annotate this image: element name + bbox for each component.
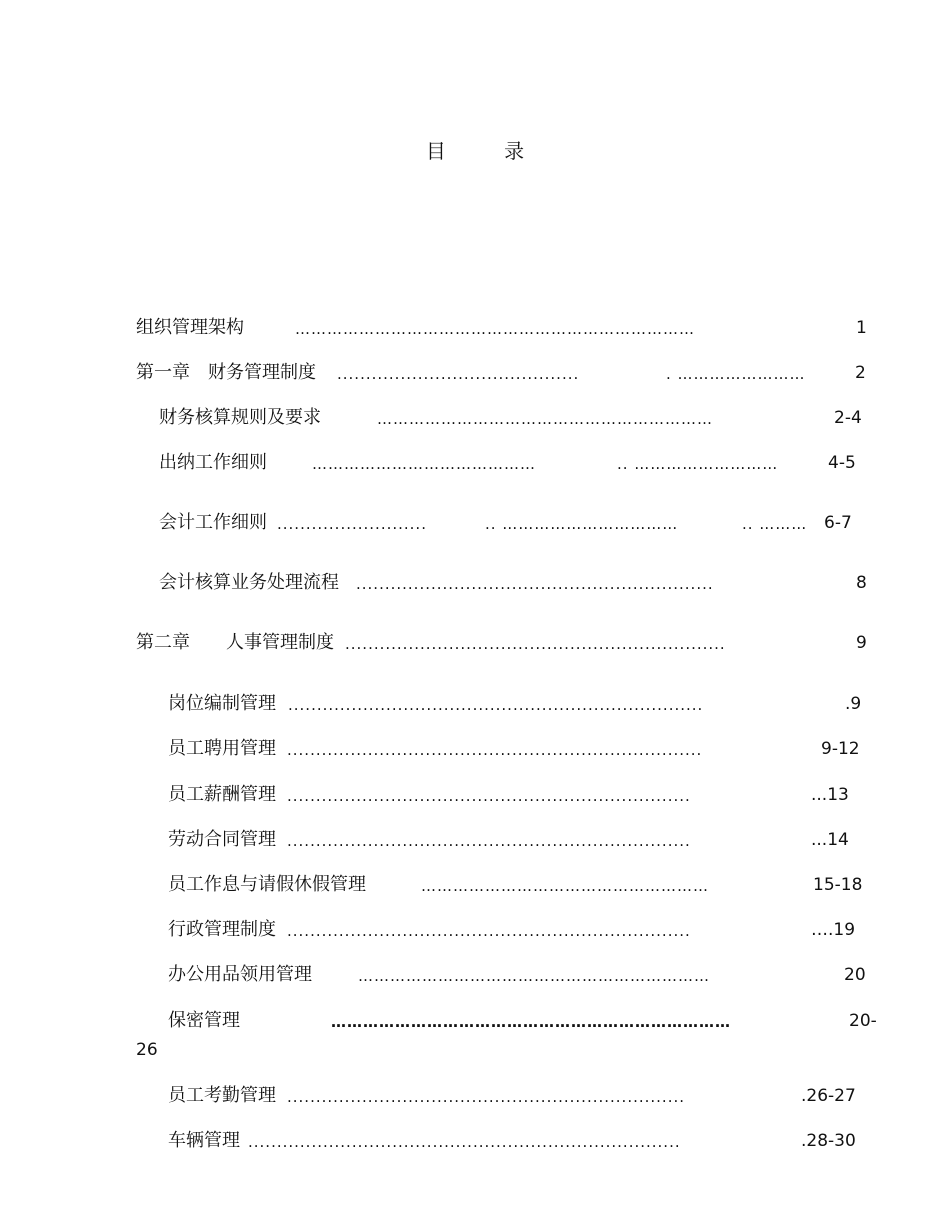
toc-entry-title: 岗位编制管理 [168, 693, 276, 714]
toc-entry-page-continued: 26 [136, 1040, 158, 1060]
toc-leader-dots: ………………………………………………………… [358, 967, 710, 985]
toc-entry-title: 组织管理架构 [136, 317, 244, 338]
toc-entry-title: 办公用品领用管理 [168, 964, 312, 985]
toc-leader-dots: ……………………………………………………… [377, 410, 713, 428]
toc-leader-dots: ........................................................................ [288, 696, 704, 714]
toc-leader-dots: ...................................................................... [287, 832, 691, 850]
toc-entry-title: 员工考勤管理 [168, 1085, 276, 1106]
toc-entry-page: .28-30 [801, 1131, 856, 1151]
toc-title: 目 录 [425, 139, 551, 163]
toc-entry-title: 保密管理 [168, 1010, 240, 1031]
toc-entry-page: 20 [844, 965, 866, 985]
toc-entry-page: ….19 [811, 920, 856, 940]
toc-entry-title: 财务核算规则及要求 [159, 407, 321, 428]
toc-leader-dots: .......................................... [337, 365, 580, 383]
toc-entry-page: ...13 [811, 785, 849, 805]
toc-leader-dots: ..................................................................... [287, 1088, 685, 1106]
toc-leader-dots: ………………………………………………………………… [331, 1013, 731, 1031]
toc-entry-page: ...14 [811, 830, 849, 850]
toc-entry-page: 4-5 [828, 453, 856, 473]
toc-entry-title: 第二章 人事管理制度 [136, 632, 334, 653]
toc-entry-page: 8 [856, 573, 867, 593]
toc-entry-page: 9 [856, 633, 867, 653]
toc-entry-title: 行政管理制度 [168, 919, 276, 940]
toc-leader-dots: .. …………………………… [485, 515, 679, 533]
toc-leader-dots: .................................................................. [345, 635, 726, 653]
toc-leader-dots: …………………………………… [312, 455, 536, 473]
toc-entry-title: 员工作息与请假休假管理 [168, 874, 366, 895]
toc-entry-title: 员工薪酬管理 [168, 784, 276, 805]
toc-entry-title: 第一章 财务管理制度 [136, 362, 316, 383]
toc-entry-title: 劳动合同管理 [168, 829, 276, 850]
toc-entry-page: 20- [849, 1011, 877, 1031]
toc-entry-page: 15-18 [813, 875, 863, 895]
toc-entry-page: 6-7 [824, 513, 852, 533]
toc-entry-title: 会计核算业务处理流程 [159, 572, 339, 593]
toc-leader-dots: .......................... [277, 515, 427, 533]
toc-entry-title: 会计工作细则 [159, 512, 267, 533]
toc-leader-dots: .. ……………………… [617, 455, 779, 473]
toc-entry-title: 出纳工作细则 [159, 452, 267, 473]
toc-leader-dots: ………………………………………………………………… [295, 320, 695, 338]
toc-leader-dots: ........................................................................ [287, 741, 703, 759]
toc-entry-title: 车辆管理 [168, 1130, 240, 1151]
toc-leader-dots: . …………………… [666, 365, 806, 383]
toc-leader-dots: ...................................................................... [287, 922, 691, 940]
toc-leader-dots: .............................................................. [356, 575, 714, 593]
toc-leader-dots: ........................................................................... [248, 1133, 681, 1151]
toc-entry-title: 员工聘用管理 [168, 738, 276, 759]
toc-entry-page: 1 [856, 318, 867, 338]
toc-leader-dots: ……………………………………………… [421, 877, 709, 895]
toc-leader-dots: .. ……… [742, 515, 808, 533]
toc-entry-page: 2-4 [834, 408, 862, 428]
toc-leader-dots: ...................................................................... [287, 787, 691, 805]
toc-entry-page: 9-12 [821, 739, 860, 759]
toc-entry-page: 2 [855, 363, 866, 383]
toc-entry-page: .26-27 [801, 1086, 856, 1106]
toc-entry-page: .9 [845, 694, 862, 714]
